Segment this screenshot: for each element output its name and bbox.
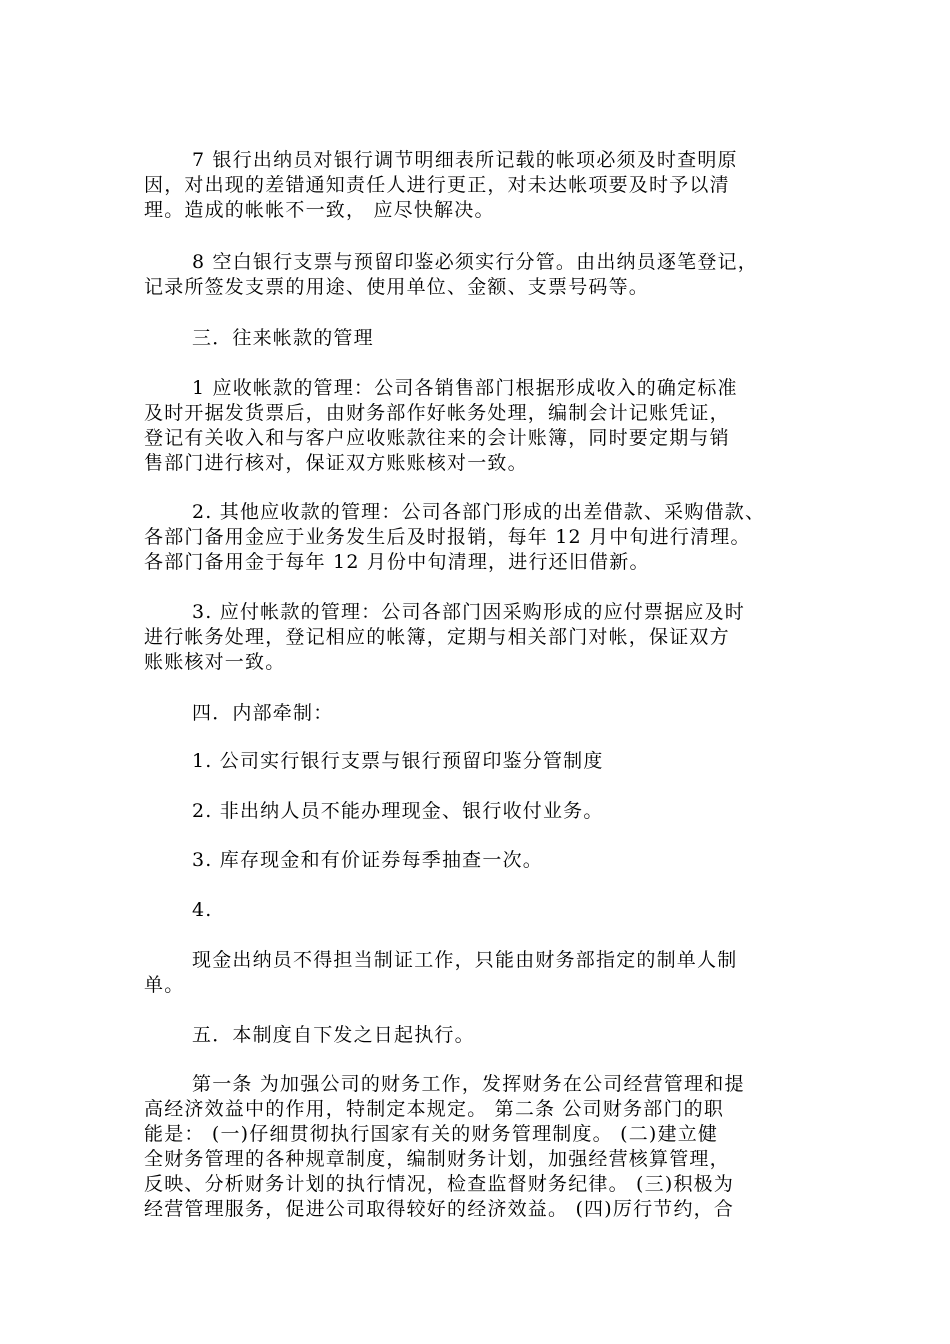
list-item-separation-of-duties: [144, 749, 814, 774]
text-line: 全财务管理的各种规章制度，编制财务计划，加强经营核算管理，: [144, 1148, 730, 1170]
text-line: 3. 库存现金和有价证券每季抽查一次。: [192, 849, 543, 871]
text-line: 3. 应付帐款的管理：公司各部门因采购形成的应付票据应及时: [192, 601, 745, 623]
text-line: 登记有关收入和与客户应收账款往来的会计账簿，同时要定期与销: [144, 427, 730, 449]
list-item-cashier-only: [144, 799, 814, 824]
text-line: 反映、分析财务计划的执行情况，检查监督财务纪律。 (三)积极为: [144, 1173, 735, 1195]
text-line: 售部门进行核对，保证双方账账核对一致。: [144, 452, 528, 474]
paragraph-payables: [144, 600, 814, 675]
paragraph-blank-checks-seal: [144, 250, 814, 300]
text-line: 各部门备用金于每年 12 月份中旬清理，进行还旧借新。: [144, 551, 650, 573]
text-line: 2. 非出纳人员不能办理现金、银行收付业务。: [192, 800, 604, 822]
text-line: 第一条 为加强公司的财务工作，发挥财务在公司经营管理和提: [192, 1073, 745, 1095]
text-line: 经营管理服务，促进公司取得较好的经济效益。 (四)厉行节约，合: [144, 1198, 735, 1220]
text-line: 单。: [144, 974, 185, 996]
text-line: 现金出纳员不得担当制证工作，只能由财务部指定的制单人制: [192, 949, 738, 971]
text-line: 账账核对一致。: [144, 651, 286, 673]
paragraph-bank-teller-reconciliation: [144, 148, 814, 223]
text-line: 2. 其他应收款的管理：公司各部门形成的出差借款、采购借款、: [192, 501, 766, 523]
paragraph-article-one-two: [144, 1072, 814, 1222]
text-line: 1 应收帐款的管理：公司各销售部门根据形成收入的确定标准: [192, 377, 738, 399]
section-heading-effective-date: [144, 1023, 814, 1048]
text-line: 7 银行出纳员对银行调节明细表所记载的帐项必须及时查明原: [192, 149, 738, 171]
paragraph-other-receivables: [144, 500, 814, 575]
text-line: 8 空白银行支票与预留印鉴必须实行分管。由出纳员逐笔登记，: [192, 251, 758, 273]
text-line: 进行帐务处理，登记相应的帐簿，定期与相关部门对帐，保证双方: [144, 626, 730, 648]
text-line: 因，对出现的差错通知责任人进行更正，对未达帐项要及时予以清: [144, 174, 730, 196]
list-item-quarterly-audit: [144, 848, 814, 873]
text-line: 1. 公司实行银行支票与银行预留印鉴分管制度: [192, 750, 604, 772]
section-heading-internal-control: [144, 701, 814, 726]
paragraph-receivables: [144, 376, 814, 476]
text-line: 4.: [192, 899, 213, 921]
text-line: 五．本制度自下发之日起执行。: [192, 1024, 475, 1046]
list-item-number-four: [144, 898, 814, 923]
text-line: 各部门备用金应于业务发生后及时报销，每年 12 月中旬进行清理。: [144, 526, 751, 548]
text-line: 能是： (一)仔细贯彻执行国家有关的财务管理制度。 (二)建立健: [144, 1123, 719, 1145]
text-line: 记录所签发支票的用途、使用单位、金额、支票号码等。: [144, 276, 650, 298]
text-line: 理。造成的帐帐不一致， 应尽快解决。: [144, 199, 495, 221]
text-line: 及时开据发货票后，由财务部作好帐务处理，编制会计记账凭证，: [144, 402, 730, 424]
text-line: 高经济效益中的作用，特制定本规定。 第二条 公司财务部门的职: [144, 1098, 725, 1120]
text-line: 三．往来帐款的管理: [192, 327, 374, 349]
section-heading-accounts: [144, 326, 814, 351]
text-line: 四．内部牵制：: [192, 702, 334, 724]
paragraph-cashier-restriction: [144, 948, 814, 998]
